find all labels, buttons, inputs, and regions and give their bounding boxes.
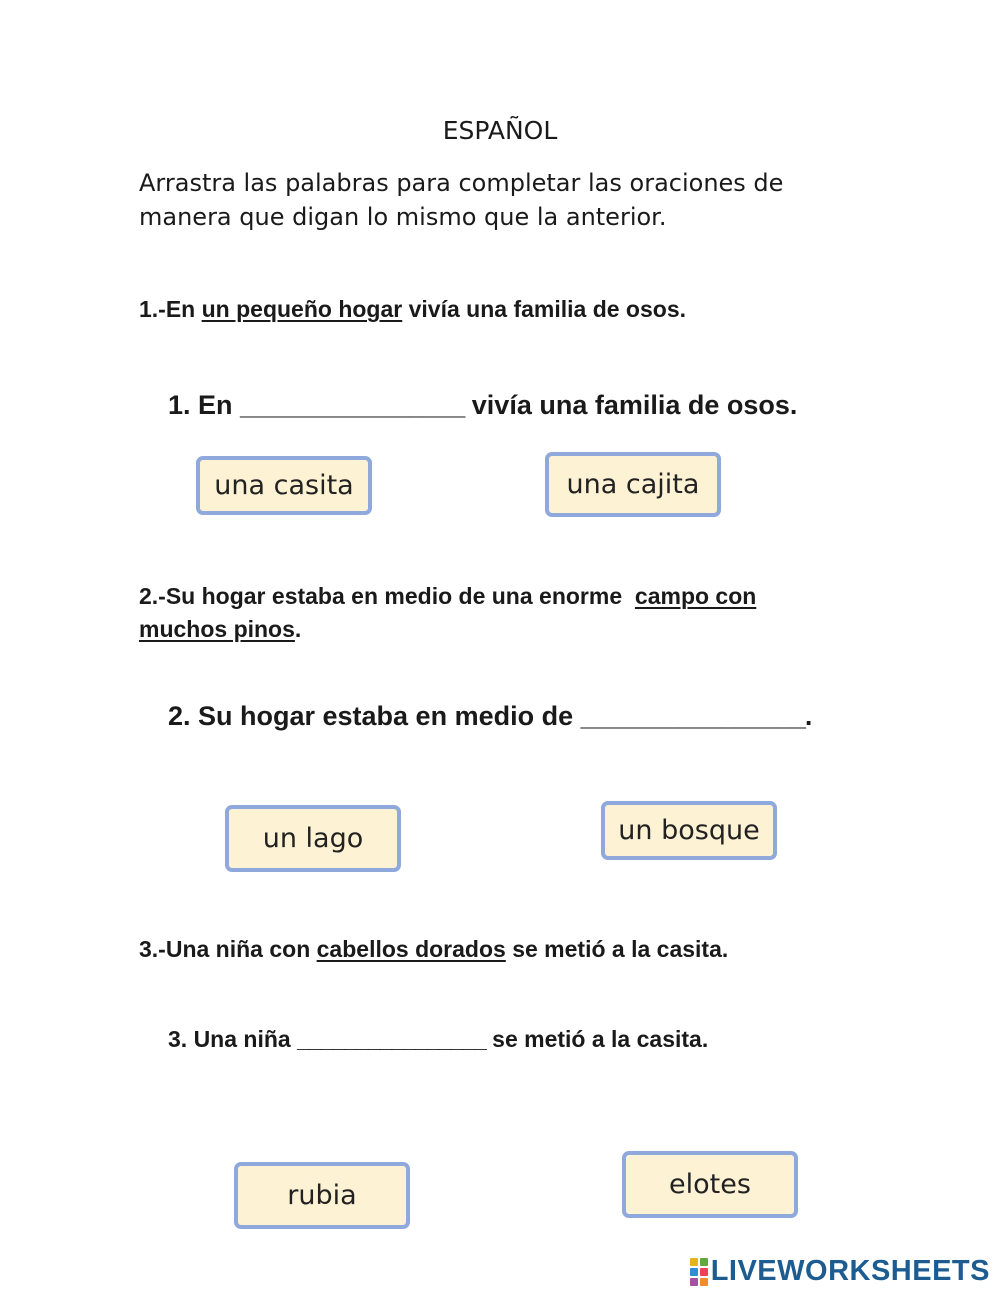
question-2-suffix: .	[294, 616, 302, 642]
sentence-1-after: vivía una familia de osos.	[464, 390, 798, 420]
option-una-cajita[interactable]: una cajita	[545, 452, 721, 517]
question-2-prefix: 2.-Su hogar estaba en medio de una enorme	[139, 583, 635, 609]
sentence-3-after: se metió a la casita.	[485, 1026, 709, 1052]
liveworksheets-logo	[690, 1255, 990, 1288]
question-3-underlined: cabellos dorados	[316, 936, 506, 962]
option-un-lago[interactable]: un lago	[225, 805, 401, 872]
sentence-2-before: Su hogar estaba en medio de	[198, 701, 581, 731]
option-rubia[interactable]: rubia	[234, 1162, 410, 1229]
question-2	[139, 580, 869, 646]
liveworksheets-logo-icon	[690, 1258, 708, 1286]
question-3-prefix: 3.-Una niña con	[139, 936, 317, 962]
liveworksheets-logo-text: LIVEWORKSHEETS	[710, 1255, 990, 1287]
sentence-3	[168, 1026, 708, 1053]
question-1-underlined: un pequeño hogar	[201, 296, 403, 322]
page-title: ESPAÑOL	[442, 116, 558, 145]
drop-blank-3[interactable]: ________________	[297, 1026, 486, 1052]
question-3	[139, 933, 728, 966]
question-1-suffix: vivía una familia de osos.	[402, 296, 687, 322]
sentence-1-before: En	[198, 390, 241, 420]
sentence-2	[168, 701, 812, 732]
question-1	[139, 293, 686, 326]
sentence-3-before: 3. Una niña	[168, 1026, 298, 1052]
sentence-2-after: .	[804, 701, 813, 731]
option-una-casita[interactable]: una casita	[196, 456, 372, 515]
sentence-1	[168, 390, 797, 421]
drop-blank-1[interactable]: ________________	[240, 390, 465, 420]
drop-blank-2[interactable]: ________________	[580, 701, 805, 731]
option-un-bosque[interactable]: un bosque	[601, 801, 777, 860]
sentence-1-number: 1.	[168, 390, 191, 420]
question-3-suffix: se metió a la casita.	[505, 936, 729, 962]
sentence-2-number: 2.	[168, 701, 191, 731]
instructions: Arrastra las palabras para completar las oraciones de manera que digan lo mismo que la anterior.	[139, 169, 784, 231]
question-1-prefix: 1.-En	[139, 296, 202, 322]
question-2-underlined-1: campo con	[634, 583, 757, 609]
option-elotes[interactable]: elotes	[622, 1151, 798, 1218]
question-2-underlined-2: muchos pinos	[139, 616, 295, 642]
